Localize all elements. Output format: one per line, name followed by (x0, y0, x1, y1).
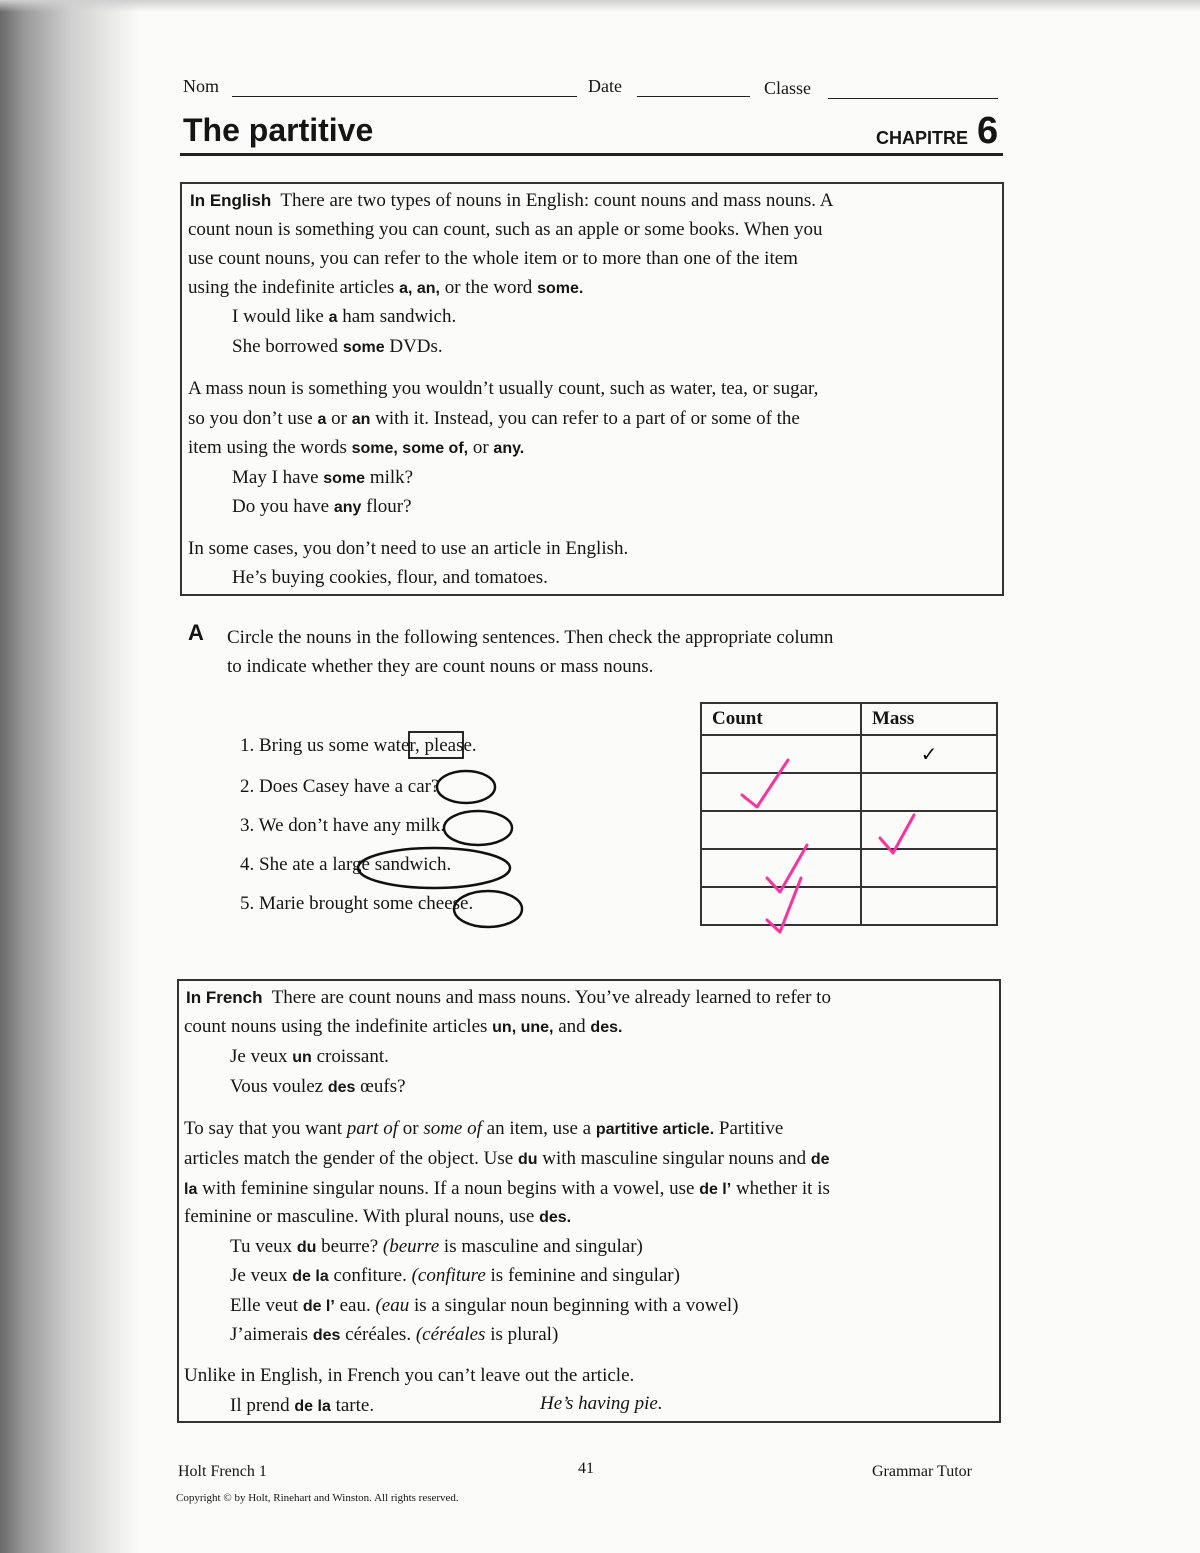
keyword: a, an, (399, 280, 440, 297)
french-p1-line1 (186, 987, 831, 1009)
french-heading: In French (186, 988, 263, 1007)
english-text: There are two types of nouns in English: count nouns and mass nouns. A (280, 190, 834, 211)
text: with feminine singular nouns. If a noun begins with a vowel, use (202, 1178, 695, 1199)
text: Je veux (230, 1046, 288, 1067)
car-circle-mark (437, 771, 495, 803)
text: feminine or masculine. With plural nouns, use (184, 1206, 535, 1227)
text: milk? (369, 467, 414, 488)
keyword: du (296, 1239, 317, 1256)
text: beurre? (321, 1236, 379, 1257)
french-example-3 (230, 1236, 643, 1258)
text: DVDs. (389, 336, 443, 357)
english-p1-line2: count noun is something you can count, such as an apple or some books. When you (188, 219, 823, 240)
text: œufs? (360, 1076, 406, 1097)
english-p1-line3: use count nouns, you can refer to the whole item or to more than one of the item (188, 248, 798, 269)
keyword: de l’ (699, 1181, 732, 1198)
text: Partitive (718, 1118, 784, 1139)
chapter-number: 6 (977, 110, 999, 152)
text: Je veux (230, 1265, 288, 1286)
keyword: un (292, 1049, 312, 1066)
italic-text: (eau (375, 1295, 410, 1316)
english-example-5: He’s buying cookies, flour, and tomatoes. (232, 567, 548, 588)
keyword: des (312, 1327, 341, 1344)
sentence-text: Bring us some water, please. (259, 735, 477, 756)
water-box-mark (409, 732, 463, 758)
text: Elle veut (230, 1295, 299, 1316)
text: I would like (232, 306, 324, 327)
footer-book-title: Holt French 1 (178, 1463, 267, 1480)
text: using the indefinite articles (188, 277, 395, 298)
text: céréales. (345, 1324, 412, 1345)
sentence-text: Marie brought some cheese. (259, 893, 474, 914)
text: eau. (339, 1295, 371, 1316)
french-example-2 (230, 1076, 406, 1098)
french-p1-line2 (184, 1016, 622, 1038)
keyword: some, some of, (351, 440, 469, 457)
page-title: The partitive (183, 112, 374, 148)
text: and (558, 1016, 586, 1037)
text: is plural) (490, 1324, 559, 1345)
cheese-circle-mark (454, 891, 522, 927)
french-text: There are count nouns and mass nouns. You’ve already learned to refer to (271, 987, 831, 1008)
pink-check-icon (767, 845, 807, 892)
keyword: des. (539, 1209, 572, 1226)
text: She borrowed (232, 336, 339, 357)
sentence-number: 4. (240, 854, 255, 875)
english-p3-line1: In some cases, you don’t need to use an article in English. (188, 538, 629, 559)
sentence-number: 2. (240, 776, 255, 797)
text: is masculine and singular) (443, 1236, 643, 1257)
french-p2-line4 (184, 1206, 571, 1228)
classe-label: Classe (764, 78, 811, 98)
text: ham sandwich. (342, 306, 457, 327)
text: croissant. (316, 1046, 389, 1067)
sentence-text: We don’t have any milk. (258, 815, 446, 836)
keyword: an (351, 411, 371, 428)
page-number: 41 (578, 1460, 594, 1477)
text: Il prend (230, 1395, 290, 1416)
count-column-header: Count (701, 703, 861, 735)
text: To say that you want (184, 1118, 343, 1139)
french-example-7 (230, 1395, 374, 1417)
mass-column-header: Mass (861, 703, 997, 735)
keyword: des. (590, 1019, 623, 1036)
keyword: la (184, 1181, 198, 1198)
english-heading: In English (190, 191, 272, 210)
text: or the word (444, 277, 533, 298)
french-example-1 (230, 1046, 389, 1068)
exercise-instructions-line2: to indicate whether they are count nouns or mass nouns. (227, 656, 654, 677)
keyword: de la (292, 1268, 329, 1285)
copyright-notice: Copyright © by Holt, Rinehart and Winston. All rights reserved. (176, 1492, 459, 1504)
keyword: some. (537, 280, 584, 297)
text: confiture. (333, 1265, 407, 1286)
sandwich-circle-mark (358, 848, 510, 888)
text: or (402, 1118, 419, 1139)
french-example-5 (230, 1295, 739, 1317)
italic-text: (confiture (411, 1265, 486, 1286)
text: is a singular noun beginning with a vowel) (413, 1295, 739, 1316)
keyword: a (317, 411, 327, 428)
keyword: any (333, 499, 362, 516)
sentence-text: She ate a large sandwich. (259, 854, 452, 875)
italic-text: (céréales (415, 1324, 486, 1345)
italic-text: some of (423, 1118, 482, 1139)
italic-text: part of (346, 1118, 398, 1139)
text: May I have (232, 467, 319, 488)
text: Tu veux (230, 1236, 293, 1257)
text: Do you have (232, 496, 330, 517)
text: or (331, 408, 347, 429)
keyword: des (327, 1079, 356, 1096)
french-example-6 (230, 1324, 558, 1346)
french-p2-line2 (184, 1148, 830, 1170)
exercise-instructions-line1: Circle the nouns in the following sentences. Then check the appropriate column (227, 627, 834, 648)
keyword: partitive article. (595, 1121, 715, 1138)
text: Vous voulez (230, 1076, 324, 1097)
footer-section: Grammar Tutor (872, 1463, 972, 1480)
exercise-letter: A (188, 620, 204, 645)
text: with masculine singular nouns and (542, 1148, 807, 1169)
french-p2-line3 (184, 1178, 830, 1200)
french-example-4 (230, 1265, 680, 1287)
sentence-text: Does Casey have a car? (259, 776, 440, 797)
keyword: some (323, 470, 366, 487)
french-example-7-translation: He’s having pie. (540, 1393, 663, 1414)
date-label: Date (588, 76, 622, 96)
french-p3-line1: Unlike in English, in French you can’t leave out the article. (184, 1365, 635, 1386)
chapter-label: CHAPITRE (875, 128, 968, 148)
pink-check-icon (742, 760, 788, 807)
text: whether it is (735, 1178, 830, 1199)
text: so you don’t use (188, 408, 313, 429)
nom-label: Nom (183, 76, 219, 96)
text: an item, use a (486, 1118, 592, 1139)
milk-circle-mark (444, 811, 512, 845)
keyword: a (328, 309, 338, 326)
text: count nouns using the indefinite articles (184, 1016, 488, 1037)
pink-check-icon (880, 815, 914, 853)
text: or (472, 437, 489, 458)
check-mark-icon: ✓ (920, 743, 938, 766)
text: flour? (366, 496, 412, 517)
keyword: du (517, 1151, 538, 1168)
english-p2-line1: A mass noun is something you wouldn’t usually count, such as water, tea, or sugar, (188, 378, 819, 399)
text: is feminine and singular) (490, 1265, 680, 1286)
text: with it. Instead, you can refer to a part of or some of the (375, 408, 800, 429)
text: articles match the gender of the object. Use (184, 1148, 514, 1169)
keyword: de la (294, 1398, 331, 1415)
keyword: some (342, 339, 385, 356)
keyword: de (810, 1151, 830, 1168)
sentence-number: 1. (240, 735, 255, 756)
sentence-number: 3. (240, 815, 255, 836)
keyword: de l’ (302, 1298, 335, 1315)
french-p2-line1 (184, 1118, 783, 1140)
text: J’aimerais (230, 1324, 309, 1345)
text: tarte. (335, 1395, 375, 1416)
italic-text: (beurre (382, 1236, 440, 1257)
keyword: any. (493, 440, 525, 457)
sentence-number: 5. (240, 893, 255, 914)
text: item using the words (188, 437, 347, 458)
keyword: un, une, (492, 1019, 554, 1036)
